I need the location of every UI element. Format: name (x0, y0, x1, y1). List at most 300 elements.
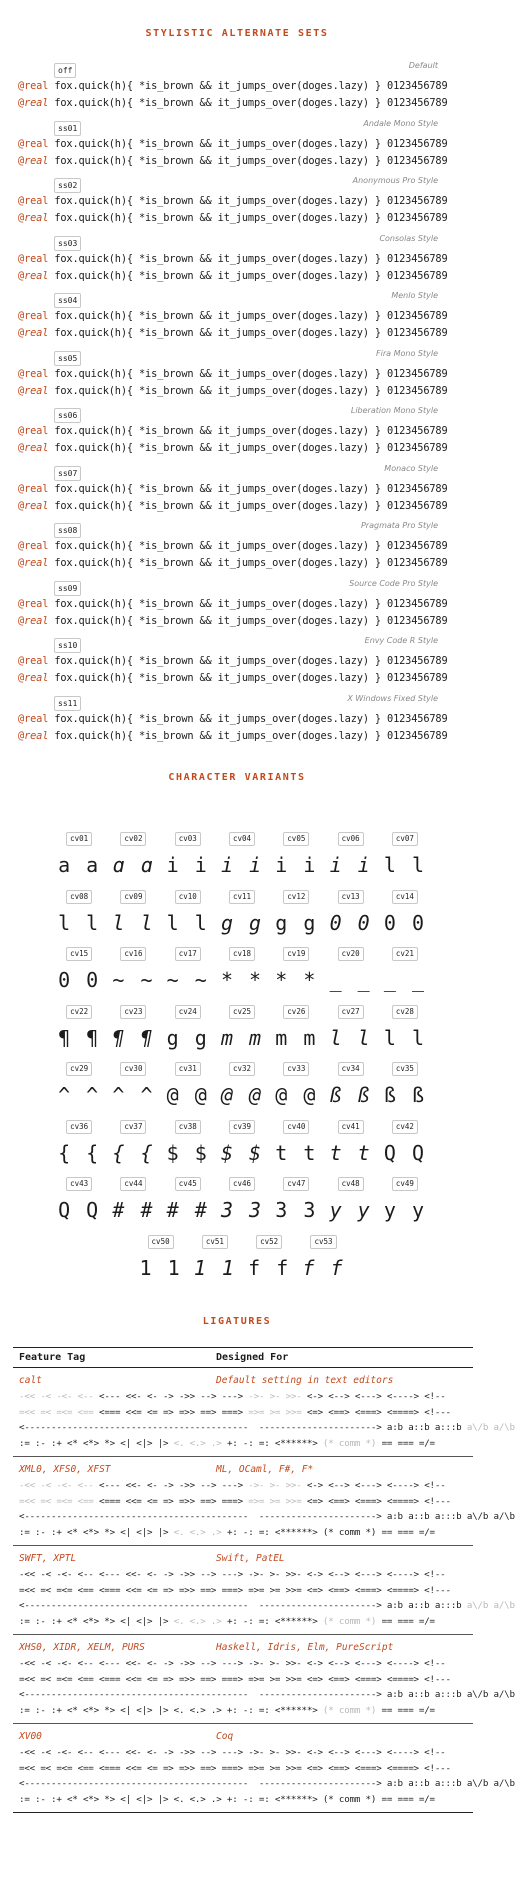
sample-keyword: real (24, 137, 49, 150)
ligature-sample-line (19, 1509, 515, 1525)
ligature-feature-row (19, 1371, 467, 1389)
character-variant-tag: cv29 (66, 1062, 92, 1076)
sample-line-italic (18, 95, 448, 112)
character-variant-cell (52, 1171, 106, 1229)
character-variant-glyphs: * * (220, 968, 264, 992)
ligature-sample-inactive: <. <.> .> (173, 1437, 227, 1449)
sample-line-upright (18, 423, 448, 440)
ligature-feature-row (19, 1638, 467, 1656)
character-variant-cell (106, 826, 160, 884)
stylistic-set-style-name: Default (408, 61, 438, 70)
character-variant-glyphs: 3 3 (220, 1198, 264, 1222)
stylistic-set-tag: ss02 (54, 178, 81, 193)
sample-code: fox.quick(h){ *is_brown && it_jumps_over(doges.lazy) } (48, 269, 388, 282)
ligature-feature-tag: SWFT, XPTL (19, 1552, 77, 1564)
sample-digits: 0123456789 (387, 310, 448, 322)
character-variant-cell (378, 999, 432, 1057)
ligature-feature-row (19, 1460, 467, 1478)
sample-code: fox.quick(h){ *is_brown && it_jumps_over(doges.lazy) } (48, 614, 388, 627)
ligature-feature-row (19, 1727, 467, 1745)
stylistic-set-tag: ss08 (54, 523, 81, 538)
ligature-sample-active: -<< -< -<- <-- <--- <<- <- -> ->> --> ---> ->- >- >>- <-> <--> <---> <----> <!-- (19, 1569, 446, 1580)
character-variant-glyphs: @ @ (220, 1083, 264, 1107)
ligature-sample-active: == === =/= (376, 1615, 435, 1627)
ligature-sample-inactive: <. <.> .> (173, 1615, 227, 1627)
character-variant-tag: cv17 (175, 947, 201, 961)
stylistic-set-style-name: Liberation Mono Style (350, 406, 438, 415)
stylistic-set-tag: ss10 (54, 638, 81, 653)
character-variants-grid (52, 826, 442, 1286)
ligature-sample-line (19, 1525, 467, 1541)
stylistic-set-style-name: Pragmata Pro Style (360, 521, 438, 530)
character-variant-cell (323, 941, 377, 999)
character-variant-glyphs: Q Q (58, 1198, 101, 1222)
sample-at-sign: @ (18, 729, 25, 742)
stylistic-set-block (18, 231, 448, 289)
character-variant-tag: cv09 (120, 890, 146, 904)
stylistic-set-tag: ss03 (54, 236, 81, 251)
sample-at-sign: @ (18, 655, 25, 667)
character-variant-glyphs: ¶ ¶ (58, 1025, 101, 1050)
sample-code: fox.quick(h){ *is_brown && it_jumps_over(doges.lazy) } (48, 482, 388, 495)
character-variant-glyphs: f f (248, 1255, 291, 1280)
ligature-sample-active: := :- :+ <* <*> *> <| <|> |> <. <.> .> +: -: =: <******> (19, 1704, 323, 1716)
ligature-sample-line (19, 1614, 467, 1630)
character-variant-cell (161, 1171, 215, 1229)
sample-keyword: real (24, 499, 49, 512)
sample-digits: 0123456789 (387, 367, 448, 380)
character-variant-glyphs: f f (302, 1255, 345, 1280)
sample-at-sign: @ (18, 712, 25, 725)
sample-at-sign: @ (18, 269, 25, 282)
ligature-sample-active: := :- :+ <* <*> *> <| <|> |> (19, 1615, 174, 1627)
stylistic-set-block (18, 346, 448, 404)
stylistic-sets-title: STYLISTIC ALTERNATE SETS (145, 28, 329, 39)
stylistic-sets-list (18, 58, 448, 748)
character-variant-glyphs: i i (166, 853, 209, 877)
character-variant-cell (323, 1114, 377, 1172)
character-variant-cell (269, 1171, 323, 1229)
stylistic-set-style-name: X Windows Fixed Style (347, 693, 438, 703)
sample-keyword: real (24, 672, 49, 684)
sample-digits: 0123456789 (387, 540, 448, 552)
character-variant-cell (161, 999, 215, 1057)
stylistic-set-style-name: Andale Mono Style (363, 118, 438, 128)
ligature-sample-active: <--- <<- <- -> ->> --> ---> (98, 1480, 249, 1491)
sample-line-upright (18, 251, 448, 268)
sample-digits: 0123456789 (387, 614, 448, 627)
character-variant-tag: cv36 (66, 1120, 92, 1134)
character-variant-cell (323, 1056, 377, 1114)
character-variant-glyphs: t t (329, 1140, 372, 1165)
ligature-feature-tag: XHS0, XIDR, XELM, PURS (19, 1641, 145, 1653)
character-variant-glyphs: l l (383, 853, 426, 877)
character-variant-cell (52, 999, 106, 1057)
sample-code: fox.quick(h){ *is_brown && it_jumps_over(doges.lazy) } (48, 655, 388, 667)
character-variant-glyphs: @ @ (166, 1083, 209, 1107)
character-variant-row (52, 1171, 442, 1229)
character-variant-cell (52, 1056, 106, 1114)
sample-keyword: real (24, 712, 49, 725)
stylistic-set-block (18, 403, 448, 461)
sample-code: fox.quick(h){ *is_brown && it_jumps_over(doges.lazy) } (48, 499, 388, 512)
character-variant-glyphs: ß ß (329, 1083, 372, 1107)
ligature-sample-inactive: =<< =< =<= <== (19, 1495, 99, 1507)
stylistic-set-block (18, 691, 448, 749)
sample-keyword: real (24, 384, 49, 397)
ligature-sample-line (19, 1583, 467, 1599)
ligatures-table-body (13, 1368, 515, 1813)
ligature-sample-line (19, 1745, 467, 1761)
ligature-sample-active: <=== <<= <= => =>> ==> ===> (98, 1495, 249, 1507)
sample-keyword: real (24, 557, 49, 569)
character-variant-cell (378, 1114, 432, 1172)
feature-tag-header: Feature Tag (19, 1352, 86, 1363)
character-variant-tag: cv28 (392, 1005, 418, 1019)
character-variant-tag: cv42 (392, 1120, 418, 1134)
sample-code: fox.quick(h){ *is_brown && it_jumps_over(doges.lazy) } (48, 80, 388, 92)
character-variant-glyphs: ß ß (383, 1083, 426, 1107)
sample-line-upright (18, 366, 448, 383)
character-variant-tag: cv50 (148, 1235, 174, 1249)
sample-at-sign: @ (18, 540, 25, 552)
sample-digits: 0123456789 (387, 97, 448, 109)
character-variant-tag: cv38 (175, 1120, 201, 1134)
character-variant-tag: cv40 (283, 1120, 309, 1134)
character-variant-glyphs: m m (220, 1025, 264, 1050)
sample-keyword: real (24, 195, 49, 207)
character-variant-cell (215, 1114, 269, 1172)
ligature-sample-inactive: (* comm *) (322, 1437, 377, 1449)
character-variant-tag: cv37 (120, 1120, 146, 1134)
character-variant-cell (161, 941, 215, 999)
sample-digits: 0123456789 (387, 655, 448, 667)
character-variant-cell (52, 1114, 106, 1172)
stylistic-set-block (18, 173, 448, 231)
character-variant-cell (215, 999, 269, 1057)
character-variant-glyphs: i i (275, 853, 318, 877)
sample-digits: 0123456789 (387, 672, 448, 684)
character-variant-cell (378, 1171, 432, 1229)
character-variant-cell (215, 884, 269, 942)
sample-code: fox.quick(h){ *is_brown && it_jumps_over(doges.lazy) } (48, 729, 388, 742)
sample-line-upright (18, 481, 448, 498)
sample-code: fox.quick(h){ *is_brown && it_jumps_over(doges.lazy) } (48, 672, 388, 684)
character-variant-cell (378, 1056, 432, 1114)
stylistic-set-tag: ss06 (54, 408, 81, 423)
character-variant-cell (161, 1056, 215, 1114)
character-variant-glyphs: y y (329, 1198, 372, 1222)
character-variant-glyphs: $ $ (166, 1140, 209, 1165)
character-variant-cell (378, 826, 432, 884)
character-variant-glyphs: # # (166, 1198, 209, 1222)
sample-at-sign: @ (18, 195, 25, 207)
ligature-sample-active: <------------------------------------------ ----------------------> a:b a::b a:::b (19, 1422, 467, 1433)
ligature-sample-inactive: =>= >= >>= (248, 1406, 307, 1418)
sample-code: fox.quick(h){ *is_brown && it_jumps_over(doges.lazy) } (48, 384, 388, 397)
sample-line-italic (18, 268, 448, 285)
sample-at-sign: @ (18, 97, 25, 109)
character-variant-tag: cv34 (338, 1062, 364, 1076)
stylistic-set-block (18, 633, 448, 691)
stylistic-set-block (18, 518, 448, 576)
stylistic-set-style-name: Consolas Style (379, 233, 438, 243)
character-variant-row (52, 1056, 442, 1114)
character-variant-tag: cv05 (283, 832, 309, 846)
ligature-sample-line (19, 1703, 467, 1719)
character-variant-glyphs: ^ ^ (112, 1083, 155, 1107)
character-variant-cell (161, 826, 215, 884)
ligature-sample-active: =<< =< =<= <== <=== <<= <= => =>> ==> ===> =>= >= >>= <=> <==> <===> <====> <!--- (19, 1762, 451, 1774)
ligature-sample-line (19, 1567, 467, 1583)
ligature-sample-active: := :- :+ <* <*> *> <| <|> |> (19, 1526, 174, 1538)
character-variant-cell (106, 884, 160, 942)
character-variant-row (52, 1114, 442, 1172)
sample-at-sign: @ (18, 557, 25, 569)
character-variant-glyphs: g g (166, 1025, 209, 1050)
character-variant-cell (269, 941, 323, 999)
character-variant-tag: cv48 (338, 1177, 364, 1191)
sample-code: fox.quick(h){ *is_brown && it_jumps_over(doges.lazy) } (48, 442, 388, 454)
character-variant-tag: cv52 (256, 1235, 282, 1249)
character-variant-tag: cv21 (392, 947, 418, 961)
ligature-sample-active: <=== <<= <= => =>> ==> ===> (98, 1406, 249, 1418)
character-variant-cell (215, 1171, 269, 1229)
sample-line-italic (18, 153, 448, 170)
character-variant-cell (161, 884, 215, 942)
character-variant-cell (52, 941, 106, 999)
character-variant-cell (106, 999, 160, 1057)
character-variant-cell (215, 1056, 269, 1114)
sample-at-sign: @ (18, 252, 25, 265)
stylistic-set-block (18, 576, 448, 634)
character-variant-tag: cv27 (338, 1005, 364, 1019)
sample-line-italic (18, 325, 448, 342)
sample-keyword: real (24, 614, 49, 627)
ligature-sample-inactive: =<< =< =<= <== (19, 1406, 99, 1418)
sample-digits: 0123456789 (387, 195, 448, 207)
character-variant-cell (161, 1114, 215, 1172)
character-variant-cell (52, 884, 106, 942)
sample-line-upright (18, 653, 448, 670)
character-variant-tag: cv18 (229, 947, 255, 961)
character-variant-tag: cv33 (283, 1062, 309, 1076)
ligature-block (13, 1457, 515, 1546)
sample-digits: 0123456789 (387, 384, 448, 397)
character-variant-tag: cv14 (392, 890, 418, 904)
ligature-sample-active: <------------------------------------------ ----------------------> a:b a::b a:::b a\/b a/\b (19, 1689, 515, 1700)
character-variant-glyphs: # # (112, 1198, 155, 1222)
stylistic-set-style-name: Source Code Pro Style (349, 578, 438, 588)
sample-line-upright (18, 78, 448, 95)
sample-at-sign: @ (18, 327, 25, 339)
ligature-sample-line (19, 1776, 515, 1792)
sample-digits: 0123456789 (387, 482, 448, 495)
sample-keyword: real (24, 97, 49, 109)
character-variant-glyphs: ¶ ¶ (112, 1025, 155, 1050)
sample-line-upright (18, 596, 448, 613)
ligatures-title: LIGATURES (202, 1316, 272, 1327)
ligature-sample-active: <=> <==> <===> <====> <!--- (306, 1406, 451, 1418)
character-variant-glyphs: ~ ~ (166, 968, 209, 992)
character-variant-tag: cv16 (120, 947, 146, 961)
sample-keyword: real (24, 154, 49, 167)
sample-code: fox.quick(h){ *is_brown && it_jumps_over(doges.lazy) } (48, 212, 388, 224)
ligature-sample-line (19, 1672, 467, 1688)
stylistic-set-style-name: Anonymous Pro Style (352, 176, 438, 185)
character-variant-cell (188, 1229, 242, 1287)
ligature-sample-active: := :- :+ <* <*> *> <| <|> |> (19, 1437, 174, 1449)
character-variant-cell (215, 826, 269, 884)
sample-at-sign: @ (18, 137, 25, 150)
sample-line-upright (18, 193, 448, 210)
sample-code: fox.quick(h){ *is_brown && it_jumps_over(doges.lazy) } (48, 195, 388, 207)
sample-code: fox.quick(h){ *is_brown && it_jumps_over(doges.lazy) } (48, 712, 388, 725)
ligature-sample-inactive: =>= >= >>= (248, 1495, 307, 1507)
sample-keyword: real (24, 442, 49, 454)
character-variant-cell (106, 1171, 160, 1229)
sample-code: fox.quick(h){ *is_brown && it_jumps_over(doges.lazy) } (48, 425, 388, 437)
character-variant-cell (296, 1229, 350, 1287)
ligature-sample-inactive: <. <.> .> (173, 1526, 227, 1538)
ligature-sample-active: +: -: =: <******> (226, 1437, 323, 1449)
character-variant-cell (52, 826, 106, 884)
ligature-sample-line (19, 1761, 467, 1777)
ligature-feature-tag: XV00 (19, 1730, 42, 1742)
character-variant-tag: cv46 (229, 1177, 255, 1191)
ligature-sample-inactive: ->- >- >>- (248, 1391, 307, 1402)
sample-line-upright (18, 136, 448, 153)
sample-at-sign: @ (18, 482, 25, 495)
character-variant-tag: cv26 (283, 1005, 309, 1019)
sample-keyword: real (24, 212, 49, 224)
ligature-sample-line (19, 1478, 467, 1494)
character-variant-cell (269, 1114, 323, 1172)
ligature-block (13, 1635, 515, 1724)
character-variant-cell (269, 884, 323, 942)
stylistic-set-style-name: Fira Mono Style (376, 348, 438, 358)
stylistic-set-tag: ss05 (54, 351, 81, 366)
sample-line-upright (18, 308, 448, 325)
character-variant-tag: cv39 (229, 1120, 255, 1134)
character-variant-tag: cv23 (120, 1005, 146, 1019)
character-variant-cell (106, 1114, 160, 1172)
sample-digits: 0123456789 (387, 327, 448, 339)
character-variant-glyphs: a a (58, 853, 101, 877)
ligature-feature-row (19, 1549, 467, 1567)
sample-digits: 0123456789 (387, 212, 448, 224)
sample-keyword: real (24, 367, 49, 380)
character-variant-cell (133, 1229, 187, 1287)
character-variant-glyphs: ^ ^ (58, 1083, 101, 1107)
ligature-sample-active: =<< =< =<= <== <=== <<= <= => =>> ==> ===> =>= >= >>= <=> <==> <===> <====> <!--- (19, 1673, 451, 1685)
sample-line-italic (18, 210, 448, 227)
sample-code: fox.quick(h){ *is_brown && it_jumps_over(doges.lazy) } (48, 137, 388, 150)
sample-at-sign: @ (18, 614, 25, 627)
character-variant-tag: cv07 (392, 832, 418, 846)
character-variant-tag: cv24 (175, 1005, 201, 1019)
ligature-feature-tag: calt (19, 1374, 42, 1386)
sample-digits: 0123456789 (387, 137, 448, 150)
sample-keyword: real (24, 252, 49, 265)
character-variant-tag: cv04 (229, 832, 255, 846)
sample-digits: 0123456789 (387, 729, 448, 742)
character-variant-tag: cv22 (66, 1005, 92, 1019)
character-variant-tag: cv01 (66, 832, 92, 846)
character-variant-cell (269, 999, 323, 1057)
character-variant-tag: cv35 (392, 1062, 418, 1076)
sample-keyword: real (24, 655, 49, 667)
character-variant-tag: cv44 (120, 1177, 146, 1191)
ligature-sample-active: <------------------------------------------ ----------------------> a:b a::b a:::b (19, 1600, 467, 1611)
character-variants-title: CHARACTER VARIANTS (168, 772, 306, 783)
sample-at-sign: @ (18, 212, 25, 224)
character-variant-tag: cv43 (66, 1177, 92, 1191)
sample-digits: 0123456789 (387, 80, 448, 92)
character-variant-glyphs: 0 0 (58, 968, 101, 992)
stylistic-set-tag: ss07 (54, 466, 81, 481)
character-variant-row (52, 1229, 442, 1287)
character-variant-tag: cv12 (283, 890, 309, 904)
stylistic-set-style-name: Monaco Style (384, 463, 438, 473)
sample-digits: 0123456789 (387, 425, 448, 437)
character-variant-cell (323, 884, 377, 942)
character-variant-cell (269, 826, 323, 884)
ligature-block (13, 1546, 515, 1635)
sample-line-italic (18, 613, 448, 630)
ligature-sample-inactive: ->- >- >>- (248, 1480, 307, 1491)
designed-for-header: Designed For (216, 1352, 289, 1363)
character-variant-glyphs: l l (166, 910, 209, 935)
character-variant-glyphs: 3 3 (275, 1198, 318, 1222)
ligature-sample-line (19, 1405, 467, 1421)
sample-digits: 0123456789 (387, 557, 448, 569)
sample-keyword: real (24, 327, 49, 339)
ligature-designed-for: Default setting in text editors (216, 1374, 394, 1386)
ligature-sample-active: <------------------------------------------ ----------------------> a:b a::b a:::b a\/b a/\b (19, 1778, 515, 1789)
character-variant-tag: cv19 (283, 947, 309, 961)
character-variant-cell (378, 941, 432, 999)
ligature-sample-inactive: -<< -< -<- <-- (19, 1480, 99, 1491)
sample-code: fox.quick(h){ *is_brown && it_jumps_over(doges.lazy) } (48, 367, 388, 380)
character-variant-glyphs: 1 1 (193, 1255, 236, 1280)
stylistic-set-block (18, 288, 448, 346)
ligature-sample-inactive: a\/b a/\b (466, 1422, 515, 1433)
sample-line-upright (18, 711, 448, 728)
character-variant-tag: cv51 (202, 1235, 228, 1249)
ligature-sample-active: := :- :+ <* <*> *> <| <|> |> <. <.> .> +: -: =: <******> (* comm *) == === =/= (19, 1793, 435, 1805)
sample-at-sign: @ (18, 367, 25, 380)
character-variant-glyphs: 0 0 (383, 910, 426, 935)
stylistic-set-tag: ss11 (54, 696, 81, 711)
sample-line-italic (18, 728, 448, 745)
sample-line-upright (18, 538, 448, 555)
stylistic-set-style-name: Envy Code R Style (364, 636, 438, 645)
sample-at-sign: @ (18, 597, 25, 610)
character-variant-cell (269, 1056, 323, 1114)
ligature-sample-line (19, 1656, 467, 1672)
stylistic-set-tag: ss09 (54, 581, 81, 596)
character-variant-glyphs: { { (112, 1140, 155, 1165)
character-variant-cell (323, 1171, 377, 1229)
ligature-designed-for: ML, OCaml, F#, F* (216, 1463, 314, 1475)
character-variant-glyphs: ~ ~ (112, 968, 155, 992)
character-variant-glyphs: * * (275, 968, 318, 992)
ligatures-table (13, 1347, 515, 1813)
sample-at-sign: @ (18, 499, 25, 512)
sample-code: fox.quick(h){ *is_brown && it_jumps_over(doges.lazy) } (48, 154, 388, 167)
sample-keyword: real (24, 310, 49, 322)
